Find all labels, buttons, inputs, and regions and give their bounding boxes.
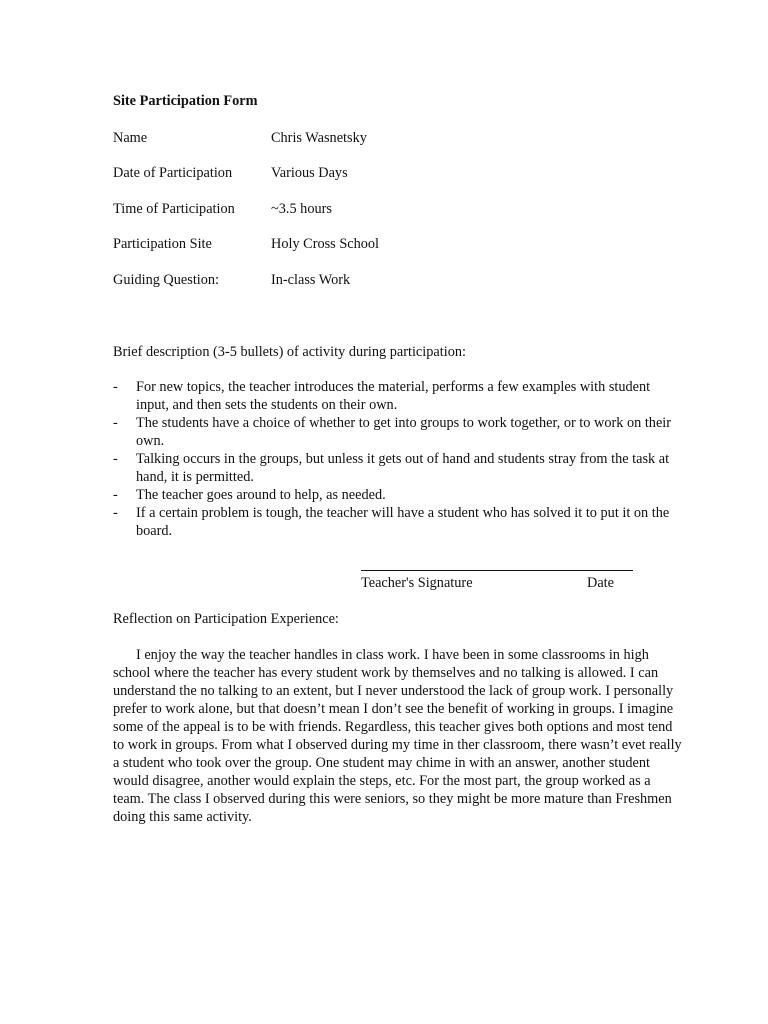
field-label: Name bbox=[113, 130, 148, 146]
field-value: In-class Work bbox=[271, 272, 351, 288]
list-item bbox=[113, 378, 683, 414]
field-label: Participation Site bbox=[113, 236, 212, 252]
bullet-marker: - bbox=[113, 415, 118, 431]
list-item bbox=[113, 414, 683, 450]
bullet-marker: - bbox=[113, 451, 118, 467]
list-item bbox=[113, 450, 683, 486]
description-heading: Brief description (3-5 bullets) of activity during participation: bbox=[113, 344, 466, 360]
field-value: ~3.5 hours bbox=[271, 201, 332, 217]
signature-line bbox=[361, 570, 633, 571]
field-time bbox=[113, 201, 673, 221]
bullet-text: The students have a choice of whether to get into groups to work together, or to work on their own. bbox=[136, 415, 672, 449]
teacher-signature-label: Teacher's Signature bbox=[361, 575, 473, 591]
field-guiding-question bbox=[113, 272, 673, 292]
reflection-paragraph: I enjoy the way the teacher handles in class work. I have been in some classrooms in high school where the teacher has every student work by themselves and no talking is allowed. I can understand the no talking to an extent, but I never understood the lack of group work. I personally prefer to work alone, but that doesn’t mean I don’t see the benefit of working in groups. I imagine some of the appeal is to be with friends. Regardless, this teacher gives both options and most tend to work in groups. From what I observed during my time in ther classroom, there wasn’t evet really a student who took over the group. One student may chime in with an answer, another student would disagree, another would explain the steps, etc. For the most part, the group worked as a team. The class I observed during this were seniors, so they might be more mature than Freshmen doing this same activity. bbox=[113, 647, 682, 825]
bullet-marker: - bbox=[113, 487, 118, 503]
description-bullet-list bbox=[113, 378, 683, 540]
field-label: Date of Participation bbox=[113, 165, 233, 181]
bullet-marker: - bbox=[113, 505, 118, 521]
field-value: Holy Cross School bbox=[271, 236, 380, 252]
date-label: Date bbox=[587, 575, 614, 591]
field-value: Various Days bbox=[271, 165, 348, 181]
reflection-heading: Reflection on Participation Experience: bbox=[113, 611, 339, 627]
bullet-text: Talking occurs in the groups, but unless it gets out of hand and students stray from the task at hand, it is permitted. bbox=[136, 451, 670, 485]
form-title: Site Participation Form bbox=[113, 93, 258, 109]
list-item bbox=[113, 504, 683, 540]
field-value: Chris Wasnetsky bbox=[271, 130, 367, 146]
field-label: Guiding Question: bbox=[113, 272, 220, 288]
list-item bbox=[113, 486, 683, 504]
field-name bbox=[113, 130, 673, 150]
field-site bbox=[113, 236, 673, 256]
bullet-text: For new topics, the teacher introduces the material, performs a few examples with student input, and then sets the students on their own. bbox=[136, 379, 651, 413]
bullet-marker: - bbox=[113, 379, 118, 395]
bullet-text: The teacher goes around to help, as needed. bbox=[136, 487, 386, 503]
field-date bbox=[113, 165, 673, 185]
bullet-text: If a certain problem is tough, the teacher will have a student who has solved it to put it on the board. bbox=[136, 505, 670, 539]
field-label: Time of Participation bbox=[113, 201, 235, 217]
